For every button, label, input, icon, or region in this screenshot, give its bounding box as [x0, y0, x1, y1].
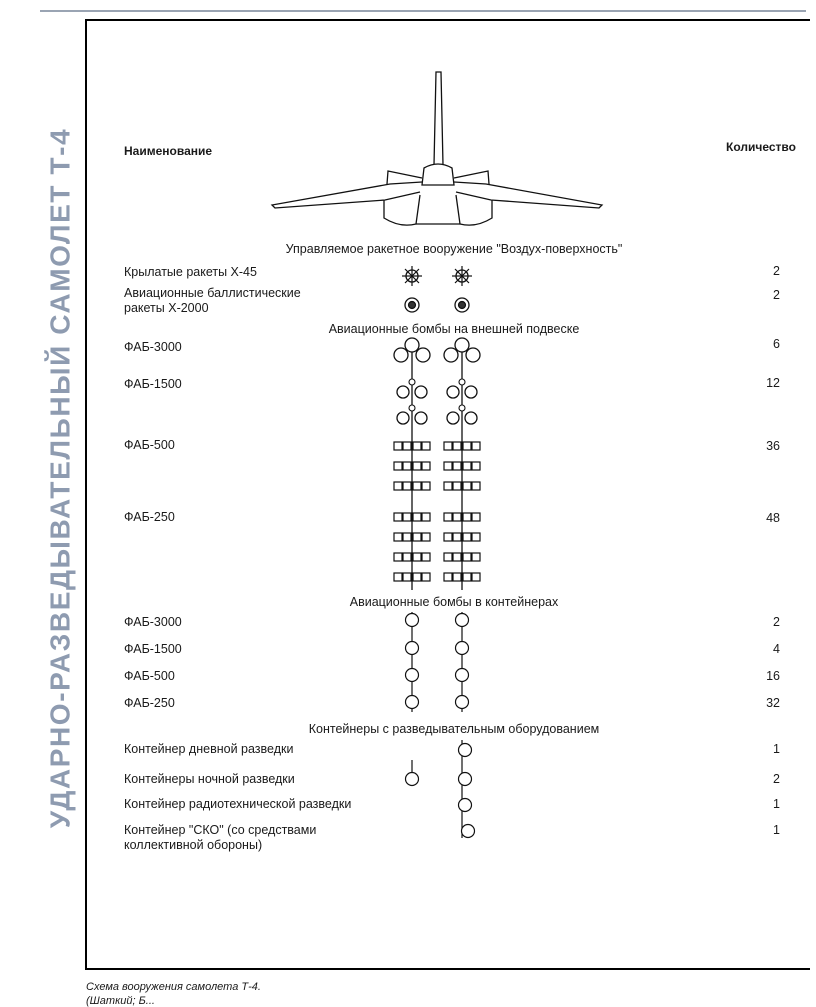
row-qty: 1 — [773, 742, 780, 756]
bomb-fab250-icon — [463, 553, 471, 561]
bomb-fab250-icon — [403, 573, 411, 581]
bomb-fab250-icon — [403, 533, 411, 541]
bomb-fab500-icon — [394, 442, 402, 450]
bomb-fab250-icon — [394, 553, 402, 561]
bomb-container-icon — [406, 669, 419, 682]
bomb-fab500-icon — [453, 442, 461, 450]
bomb-fab1500-icon — [459, 379, 465, 385]
row-qty: 1 — [773, 823, 780, 837]
bomb-fab1500-icon — [415, 412, 427, 424]
row-qty: 2 — [773, 288, 780, 302]
row-name: ФАБ-250 — [124, 696, 175, 710]
row-qty: 1 — [773, 797, 780, 811]
section-title-external-bombs: Авиационные бомбы на внешней подвеске — [328, 322, 580, 336]
row-qty: 16 — [766, 669, 780, 683]
bomb-fab500-icon — [453, 462, 461, 470]
bomb-container-icon — [406, 614, 419, 627]
bomb-fab3000-icon — [394, 348, 408, 362]
bomb-fab3000-icon — [416, 348, 430, 362]
row-name: ФАБ-1500 — [124, 642, 182, 656]
bomb-fab250-icon — [453, 553, 461, 561]
row-qty: 4 — [773, 642, 780, 656]
bomb-fab1500-icon — [447, 386, 459, 398]
quantity-column-header: Количество — [726, 140, 796, 154]
bomb-fab1500-icon — [397, 386, 409, 398]
bomb-container-icon — [456, 614, 469, 627]
side-title: УДАРНО-РАЗВЕДЫВАТЕЛЬНЫЙ САМОЛЕТ Т-4 — [44, 127, 75, 829]
row-qty: 48 — [766, 511, 780, 525]
bomb-fab250-icon — [413, 513, 421, 521]
bomb-fab250-icon — [444, 533, 452, 541]
bomb-fab250-icon — [394, 573, 402, 581]
row-name: ФАБ-500 — [124, 669, 175, 683]
row-qty: 6 — [773, 337, 780, 351]
day-recon-container-icon — [459, 744, 472, 757]
bomb-fab500-icon — [463, 482, 471, 490]
bomb-fab1500-icon — [465, 386, 477, 398]
row-name: Контейнеры ночной разведки — [124, 772, 295, 786]
bomb-fab500-icon — [413, 442, 421, 450]
bomb-fab500-icon — [472, 442, 480, 450]
bomb-fab1500-icon — [409, 405, 415, 411]
bomb-fab500-icon — [453, 482, 461, 490]
bomb-fab3000-icon — [455, 338, 469, 352]
row-name: Авиационные баллистические ракеты Х-2000 — [124, 286, 301, 315]
bomb-fab500-icon — [444, 482, 452, 490]
bomb-fab500-icon — [472, 482, 480, 490]
bomb-container-icon — [406, 696, 419, 709]
section-title-missiles: Управляемое ракетное вооружение "Воздух-поверхность" — [285, 242, 623, 256]
bomb-fab250-icon — [422, 533, 430, 541]
bomb-fab1500-icon — [459, 405, 465, 411]
bomb-fab500-icon — [463, 462, 471, 470]
bomb-fab3000-icon — [405, 338, 419, 352]
aircraft-front-view-icon — [272, 72, 602, 225]
bomb-fab250-icon — [472, 513, 480, 521]
bomb-fab250-icon — [422, 573, 430, 581]
bomb-container-icon — [456, 669, 469, 682]
bomb-fab250-icon — [394, 513, 402, 521]
bomb-fab250-icon — [413, 553, 421, 561]
row-qty: 36 — [766, 439, 780, 453]
row-qty: 2 — [773, 615, 780, 629]
bomb-fab1500-icon — [397, 412, 409, 424]
bomb-fab250-icon — [463, 513, 471, 521]
bomb-fab500-icon — [472, 462, 480, 470]
bomb-fab250-icon — [403, 553, 411, 561]
bomb-fab1500-icon — [415, 386, 427, 398]
bomb-fab250-icon — [453, 513, 461, 521]
sko-container-icon — [462, 825, 475, 838]
bomb-fab250-icon — [444, 573, 452, 581]
bomb-fab250-icon — [453, 533, 461, 541]
ballistic-missile-core-icon — [409, 302, 416, 309]
night-recon-container-icon — [459, 773, 472, 786]
bomb-fab500-icon — [444, 462, 452, 470]
figure-caption: Схема вооружения самолета Т-4. — [86, 981, 261, 993]
section-title-container-bombs: Авиационные бомбы в контейнерах — [349, 595, 559, 609]
bomb-fab500-icon — [422, 482, 430, 490]
row-name: Крылатые ракеты Х-45 — [124, 265, 257, 279]
row-name: ФАБ-3000 — [124, 340, 182, 354]
bomb-fab250-icon — [472, 533, 480, 541]
bomb-fab500-icon — [403, 462, 411, 470]
bomb-fab500-icon — [413, 482, 421, 490]
bomb-fab500-icon — [444, 442, 452, 450]
bomb-fab1500-icon — [409, 379, 415, 385]
bomb-fab1500-icon — [465, 412, 477, 424]
bomb-fab500-icon — [413, 462, 421, 470]
row-name: ФАБ-500 — [124, 438, 175, 452]
figure-caption-source: (Шаткий; Б... — [86, 995, 155, 1007]
bomb-fab500-icon — [422, 442, 430, 450]
bomb-fab500-icon — [403, 482, 411, 490]
bomb-fab500-icon — [394, 462, 402, 470]
bomb-fab250-icon — [472, 553, 480, 561]
bomb-fab3000-icon — [444, 348, 458, 362]
bomb-fab1500-icon — [447, 412, 459, 424]
row-name: ФАБ-3000 — [124, 615, 182, 629]
bomb-fab250-icon — [422, 513, 430, 521]
elint-container-icon — [459, 799, 472, 812]
section-title-recon-containers: Контейнеры с разведывательным оборудованием — [308, 722, 600, 736]
bomb-fab250-icon — [394, 533, 402, 541]
bomb-fab250-icon — [472, 573, 480, 581]
ballistic-missile-core-icon — [459, 302, 466, 309]
row-name: Контейнер дневной разведки — [124, 742, 294, 756]
row-name: ФАБ-1500 — [124, 377, 182, 391]
bomb-fab500-icon — [422, 462, 430, 470]
bomb-fab250-icon — [413, 573, 421, 581]
bomb-fab500-icon — [394, 482, 402, 490]
bomb-fab250-icon — [403, 513, 411, 521]
row-name: Контейнер радиотехнической разведки — [124, 797, 352, 811]
bomb-fab250-icon — [444, 513, 452, 521]
bomb-fab250-icon — [422, 553, 430, 561]
bomb-container-icon — [456, 696, 469, 709]
row-qty: 2 — [773, 264, 780, 278]
bomb-fab250-icon — [463, 533, 471, 541]
bomb-container-icon — [456, 642, 469, 655]
row-qty: 32 — [766, 696, 780, 710]
bomb-fab250-icon — [413, 533, 421, 541]
row-name: Контейнер "СКО" (со средствами коллективной обороны) — [124, 823, 317, 852]
row-qty: 12 — [766, 376, 780, 390]
bomb-fab250-icon — [444, 553, 452, 561]
night-recon-container-icon — [406, 773, 419, 786]
bomb-container-icon — [406, 642, 419, 655]
bomb-fab3000-icon — [466, 348, 480, 362]
name-column-header: Наименование — [124, 144, 213, 158]
row-name: ФАБ-250 — [124, 510, 175, 524]
bomb-fab500-icon — [403, 442, 411, 450]
row-qty: 2 — [773, 772, 780, 786]
bomb-fab500-icon — [463, 442, 471, 450]
bomb-fab250-icon — [453, 573, 461, 581]
bomb-fab250-icon — [463, 573, 471, 581]
